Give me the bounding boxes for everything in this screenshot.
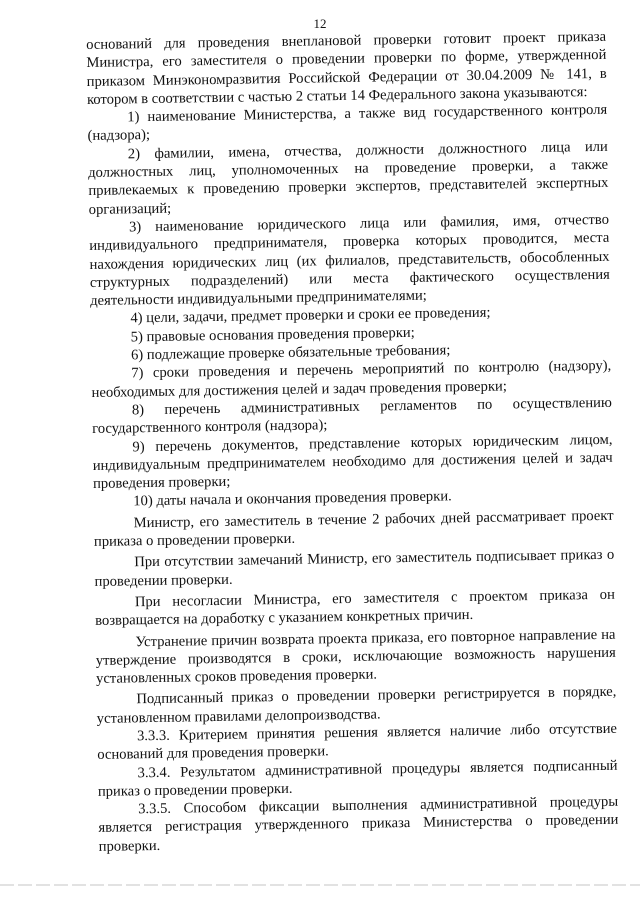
scan-artifact-line: [0, 884, 640, 886]
clause-3-3-3: 3.3.3. Критерием принятия решения является наличие либо отсутствие оснований для проведения проверки.: [97, 720, 618, 764]
paragraph-registration: Подписанный приказ о проведении проверки регистрируется в порядке, установленном правилами делопроизводства.: [96, 684, 617, 727]
page-number: 12: [313, 16, 327, 31]
list-item-4: 4) цели, задачи, предмет проверки и сроки ее проведения;: [130, 305, 491, 327]
list-item-5: 5) правовые основания проведения проверки;: [130, 324, 415, 346]
list-item-9: 9) перечень документов, представление которых юридическим лицом, индивидуальным предпринимателем необходимо для достижения целей и задач проведения проверки;: [92, 431, 613, 493]
list-item-1: 1) наименование Министерства, а также вид государственного контроля (надзора);: [87, 102, 608, 145]
paragraph-approval: При отсутствии замечаний Министр, его заместитель подписывает приказ о проведении проверки.: [94, 547, 615, 590]
clause-3-3-4: 3.3.4. Результатом административной процедуры является подписанный приказ о проведении проверки.: [97, 757, 618, 800]
list-item-8: 8) перечень административных регламентов по осуществлению государственного контроля (надзора);: [92, 394, 612, 438]
list-item-3: 3) наименование юридического лица или фамилия, имя, отчество индивидуального предпринимателя, проверка которых проводится, места нахождения юридических лиц (их филиалов, представительств, обособленных структурных подразделений) или места фактического осуществления деятельности индивидуальными предпринимателями;: [89, 211, 610, 310]
document-body: [86, 28, 619, 856]
paragraph-review: Министр, его заместитель в течение 2 рабочих дней рассматривает проект приказа о проведении проверки.: [93, 507, 614, 550]
list-item-10: 10) даты начала и окончания проведения проверки.: [133, 488, 452, 510]
paragraph-resubmission: Устранение причин возврата проекта приказа, его повторное направление на утверждение производятся в сроки, исключающие возможность нарушения установленных сроков проведения проверки.: [95, 626, 616, 688]
paragraph-disagreement: При несогласии Министра, его заместителя с проектом приказа он возвращается на доработку с указанием конкретных причин.: [95, 586, 615, 630]
list-item-2: 2) фамилии, имена, отчества, должности должностного лица или должностных лиц, уполномоченных на проведение проверки, а также привлекаемых к проведению проверки экспертов, представителей экспертных организаций;: [88, 138, 609, 218]
clause-3-3-5: 3.3.5. Способом фиксации выполнения административной процедуры является регистрация утвержденного приказа Министерства о проведении проверки.: [98, 793, 619, 855]
list-item-6: 6) подлежащие проверке обязательные требования;: [130, 342, 451, 364]
list-item-7: 7) сроки проведения и перечень мероприятий по контролю (надзору), необходимых для достижения целей и задач проведения проверки;: [91, 358, 612, 401]
paragraph-intro: оснований для проведения внеплановой проверки готовит проект приказа Министра, его заместителя о проведении проверки по форме, утвержденной приказом Минэкономразвития Российской Федерации от 30.04.2009 № 141, в котором в соответствии с частью 2 статьи 14 Федерального закона указываются:: [86, 28, 607, 108]
